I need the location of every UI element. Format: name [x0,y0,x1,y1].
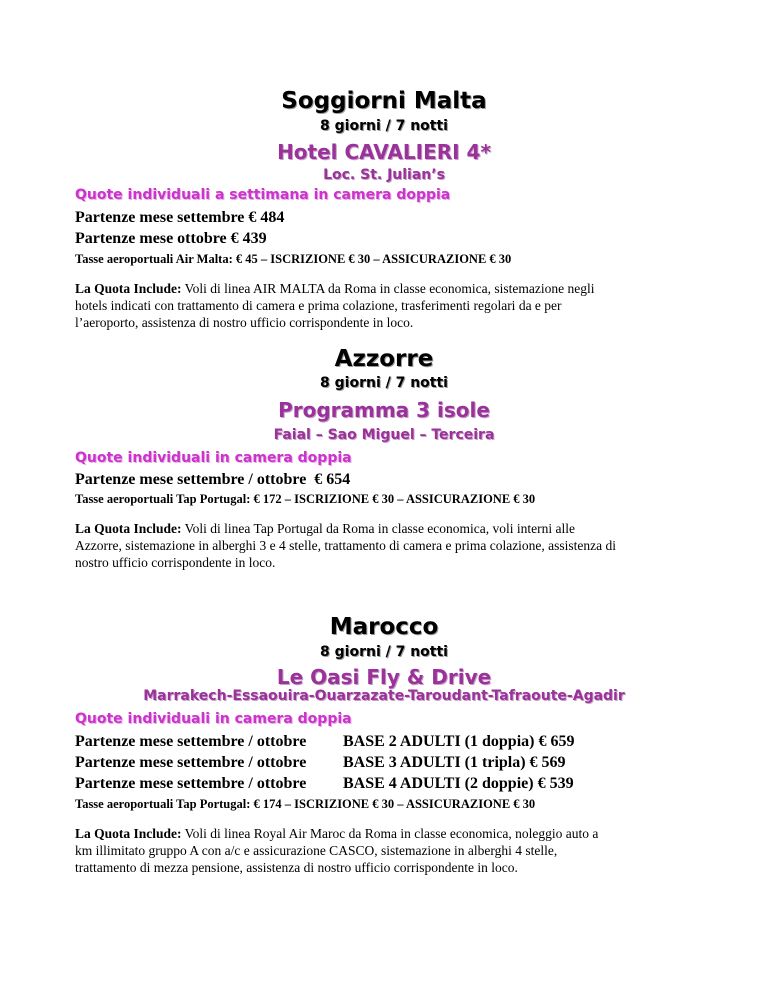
malta-location: Loc. St. Julian’s [323,167,445,183]
malta-hotel-name: Hotel CAVALIERI 4* [277,140,491,164]
marocco-includes-line-2: km illimitato gruppo A con a/c e assicurazione CASCO, sistemazione in alberghi 4 stelle, [75,843,558,858]
malta-includes-line-2: hotels indicati con trattamento di camera e prima colazione, trasferimenti regolari da e per [75,298,562,313]
marocco-includes-line-1: Voli di linea Royal Air Maroc da Roma in classe economica, noleggio auto a [181,826,599,841]
azzorre-duration: 8 giorni / 7 notti [320,375,448,391]
malta-includes-label: La Quota Include: [75,281,182,296]
marocco-title: Marocco [329,614,439,640]
azzorre-includes-line-1: Voli di linea Tap Portugal da Roma in classe economica, voli interni alle [181,521,576,536]
azzorre-quote-heading: Quote individuali in camera doppia [75,450,352,466]
marocco-departure-1-period: Partenze mese settembre / ottobre [75,733,307,750]
malta-includes [75,280,715,331]
azzorre-departure-1: Partenze mese settembre / ottobre € 654 [75,471,351,488]
malta-departure-2: Partenze mese ottobre € 439 [75,230,267,247]
malta-departure-1: Partenze mese settembre € 484 [75,209,285,226]
azzorre-includes-label: La Quota Include: [75,521,182,536]
malta-title: Soggiorni Malta [281,88,487,114]
malta-taxes: Tasse aeroportuali Air Malta: € 45 – ISCRIZIONE € 30 – ASSICURAZIONE € 30 [75,252,512,266]
marocco-includes-label: La Quota Include: [75,826,182,841]
azzorre-islands: Faial – Sao Miguel – Terceira [273,427,495,443]
malta-includes-line-1: Voli di linea AIR MALTA da Roma in classe economica, sistemazione negli [181,281,595,296]
malta-includes-line-3: l’aeroporto, assistenza di nostro ufficio corrispondente in loco. [75,315,414,330]
marocco-includes-line-3: trattamento di mezza pensione, assistenza di nostro ufficio corrispondente in loco. [75,860,518,875]
marocco-duration: 8 giorni / 7 notti [320,644,448,660]
marocco-departure-2-period: Partenze mese settembre / ottobre [75,754,307,771]
azzorre-includes-line-2: Azzorre, sistemazione in alberghi 3 e 4 stelle, trattamento di camera e prima colazione, assistenza di [75,538,617,553]
azzorre-program: Programma 3 isole [278,398,490,422]
marocco-route: Marrakech-Essaouira-Ouarzazate-Taroudant-Tafraoute-Agadir [143,688,625,704]
marocco-departure-3-period: Partenze mese settembre / ottobre [75,775,307,792]
marocco-departure-3-price: BASE 4 ADULTI (2 doppie) € 539 [343,775,574,792]
azzorre-includes-line-3: nostro ufficio corrispondente in loco. [75,555,276,570]
malta-duration: 8 giorni / 7 notti [320,118,448,134]
marocco-includes [75,825,715,876]
marocco-quote-heading: Quote individuali in camera doppia [75,711,352,727]
marocco-taxes: Tasse aeroportuali Tap Portugal: € 174 – ISCRIZIONE € 30 – ASSICURAZIONE € 30 [75,797,536,811]
marocco-departure-2-price: BASE 3 ADULTI (1 tripla) € 569 [343,754,566,771]
marocco-program: Le Oasi Fly & Drive [276,665,492,689]
malta-quote-heading: Quote individuali a settimana in camera doppia [75,187,451,203]
azzorre-title: Azzorre [334,346,434,372]
azzorre-taxes: Tasse aeroportuali Tap Portugal: € 172 – ISCRIZIONE € 30 – ASSICURAZIONE € 30 [75,492,536,506]
marocco-departure-1-price: BASE 2 ADULTI (1 doppia) € 659 [343,733,575,750]
azzorre-includes [75,520,715,571]
